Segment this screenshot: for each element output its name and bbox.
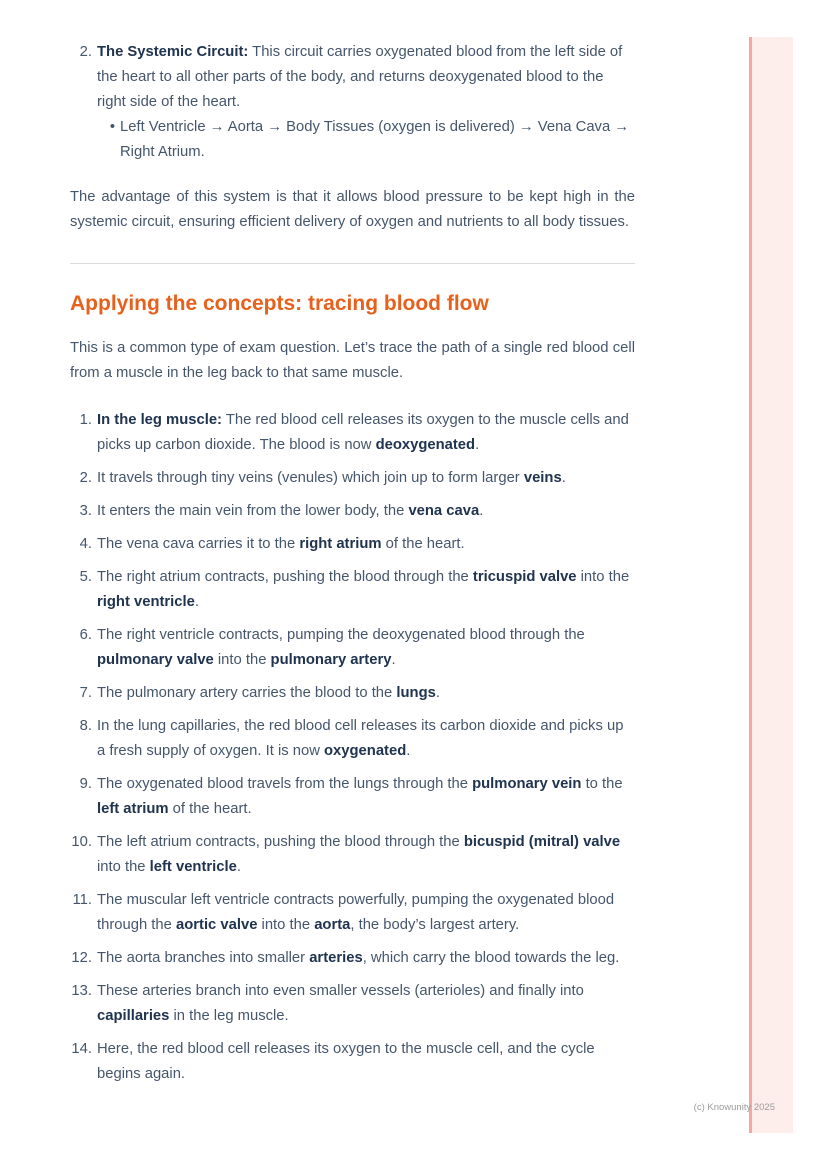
list-item (70, 408, 635, 458)
list-item-text: The right atrium contracts, pushing the blood through the tricuspid valve into the right ventricle. (97, 569, 630, 610)
list-number: 2. (79, 470, 92, 486)
list-item-text: The pulmonary artery carries the blood to the lungs. (97, 685, 440, 701)
list-item-text: It travels through tiny veins (venules) which join up to form larger veins. (97, 470, 566, 486)
list-item (70, 499, 635, 524)
list-item (70, 979, 635, 1029)
list-number: 5. (79, 569, 92, 585)
list-item-text: These arteries branch into even smaller vessels (arterioles) and finally into capillaries in the leg muscle. (97, 983, 584, 1024)
list-number: 1. (79, 412, 92, 428)
list-item (70, 714, 635, 764)
list-item (70, 888, 635, 938)
list-number: 7. (79, 685, 92, 701)
list-item-body (97, 40, 635, 165)
list-item-text: The muscular left ventricle contracts powerfully, pumping the oxygenated blood through the aortic valve into the aorta, the body’s largest artery. (97, 892, 615, 933)
list-number: 2. (79, 44, 92, 60)
advantage-paragraph: The advantage of this system is that it allows blood pressure to be kept high in the systemic circuit, ensuring efficient delivery of oxygen and nutrients to all body tissues. (70, 189, 635, 230)
bullet-item-text: Left Ventricle → Aorta → Body Tissues (oxygen is delivered) → Vena Cava → Right Atrium. (120, 119, 630, 160)
list-number: 11. (72, 892, 92, 908)
list-item-text: It enters the main vein from the lower body, the vena cava. (97, 503, 484, 519)
list-item (70, 623, 635, 673)
list-item (70, 565, 635, 615)
list-number: 6. (79, 627, 92, 643)
section-heading: Applying the concepts: tracing blood flow (70, 292, 489, 315)
list-number: 9. (79, 776, 92, 792)
list-item-text: The oxygenated blood travels from the lungs through the pulmonary vein to the left atrium of the heart. (97, 776, 623, 817)
list-item (70, 772, 635, 822)
list-item (70, 1037, 635, 1087)
list-item-text: The left atrium contracts, pushing the blood through the bicuspid (mitral) valve into the left ventricle. (97, 834, 621, 875)
list-item-text: The right ventricle contracts, pumping the deoxygenated blood through the pulmonary valve into the pulmonary artery. (97, 627, 585, 668)
list-item-text: The Systemic Circuit: This circuit carries oxygenated blood from the left side of the heart to all other parts of the body, and returns deoxygenated blood to the right side of the heart. (97, 44, 623, 110)
list-item-text: In the lung capillaries, the red blood cell releases its carbon dioxide and picks up a fresh supply of oxygen. It is now oxygenated. (97, 718, 624, 759)
list-number: 12. (71, 950, 92, 966)
list-item (70, 830, 635, 880)
section-intro-paragraph: This is a common type of exam question. Let’s trace the path of a single red blood cell from a muscle in the leg back to that same muscle. (70, 340, 635, 381)
list-item (70, 466, 635, 491)
list-item-text: The vena cava carries it to the right atrium of the heart. (97, 536, 465, 552)
list-number: 13. (71, 983, 92, 999)
page-edge-ribbon (749, 37, 793, 1133)
page-content (70, 40, 635, 1095)
bullet-icon: • (109, 119, 116, 135)
list-item (70, 946, 635, 971)
list-number: 4. (79, 536, 92, 552)
list-number: 3. (79, 503, 92, 519)
list-number: 14. (71, 1041, 92, 1057)
list-number: 8. (79, 718, 92, 734)
list-item (70, 532, 635, 557)
list-item-systemic-circuit (70, 40, 635, 165)
list-item-text: Here, the red blood cell releases its oxygen to the muscle cell, and the cycle begins again. (97, 1041, 595, 1082)
list-number: 10. (71, 834, 92, 850)
steps-list (70, 408, 635, 1087)
list-item-text: The aorta branches into smaller arteries, which carry the blood towards the leg. (97, 950, 620, 966)
list-item (70, 681, 635, 706)
section-divider (70, 263, 635, 264)
bullet-item (105, 115, 635, 165)
copyright-footer: (c) Knowunity 2025 (693, 1102, 775, 1113)
list-item-text: In the leg muscle: The red blood cell releases its oxygen to the muscle cells and picks up carbon dioxide. The blood is now deoxygenated. (97, 412, 629, 453)
